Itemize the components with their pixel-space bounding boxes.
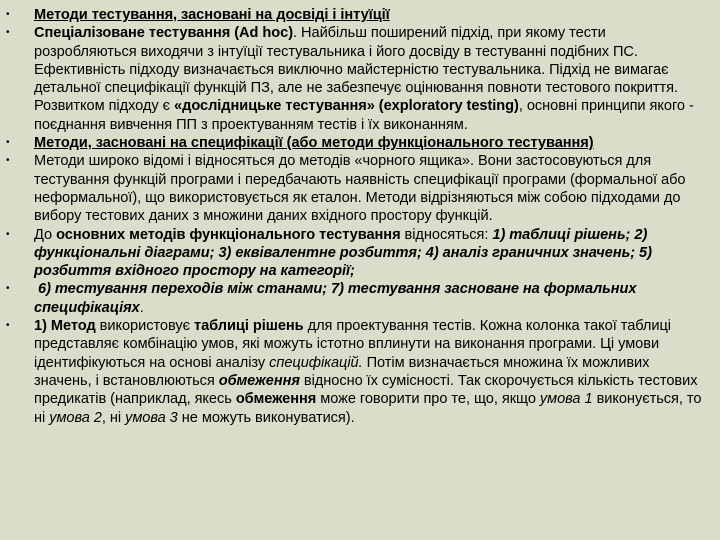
bullet-item-main-methods: [6, 226, 708, 281]
main-methods-term: основних методів функціонального тестування: [56, 226, 401, 243]
bullet-dot: •: [6, 27, 10, 39]
decision-tables-term: таблиці рішень: [194, 318, 304, 335]
black-box-text: Методи широко відомі і відносяться до методів «чорного ящика». Вони застосовуються для тестування функцій програми і передбачають наявність специфікації програми (формальної або неформальної), що використовується як еталон. Методи відрізняються між собою підходами до вибору тестових даних з множини даних вхідного простору функцій.: [34, 153, 686, 225]
main-methods-prefix: До: [34, 226, 57, 243]
decision-text-4: відносно їх сумісності. Так скорочується кількість тестових предикатів (наприклад, якесь: [34, 372, 698, 408]
decision-text-2: для проектування тестів. Кожна колонка такої таблиці представляє комбінацію умов, які можуть істотно вплинути на виконання програми. Ці умови ідентифікуються на основі аналізу: [34, 318, 671, 371]
specifications-term: специфікацій.: [269, 354, 363, 371]
bullet-item-ad-hoc: [6, 24, 708, 134]
bullet-item-experience-methods: [6, 6, 708, 24]
bullet-item-decision-tables: [6, 317, 708, 427]
decision-text-6: виконується, то ні: [34, 391, 702, 426]
heading-experience-methods: Методи тестування, засновані на досвіді і інтуїції: [34, 7, 390, 23]
methods-list-1-5: 1) таблиці рішень; 2) функціональні діаграми; 3) еквівалентне розбиття; 4) аналіз граничних значень; 5) розбиття вхідного простору на категорії;: [34, 226, 652, 280]
methods-list-6-7: 6) тестування переходів між станами; 7) тестування засноване на формальних специфікаціях: [34, 281, 637, 316]
bullet-dot: •: [6, 155, 10, 167]
ad-hoc-text: . Найбільш поширений підхід, при якому тести розробляються виходячи з інтуїції тестувальника і його досвіду в тестуванні подібних ПС. Ефективність підходу визначається виключно майстерністю тестувальника. Підхід не вимагає детальної специфікації функцій ПЗ, але не забезпечує оцінювання повноти тестового покриття. Розвитком підходу є: [34, 25, 678, 115]
bullet-dot: •: [6, 283, 10, 295]
bullet-dot: •: [6, 9, 10, 20]
bullet-dot: •: [6, 228, 10, 240]
exploratory-term: «дослідницьке тестування»: [174, 98, 375, 115]
bullet-list: [6, 6, 708, 427]
decision-text-7: , ні: [101, 409, 126, 426]
heading-spec-methods: Методи, засновані на специфікації (або методи функціонального тестування): [34, 135, 594, 152]
constraint-term: обмеження: [235, 391, 317, 408]
condition-2: умова 2: [49, 409, 102, 426]
methods-list-period: .: [139, 299, 144, 316]
condition-3: умова 3: [125, 409, 178, 426]
exploratory-text: , основні принципи якого - поєднання вивчення ПП з проектуванням тестів і їх виконанням.: [34, 98, 694, 133]
method-1-label: 1) Метод: [34, 318, 96, 335]
decision-text-3: Потім визначається множина їх можливих значень, і встановлюються: [34, 354, 650, 389]
decision-text-8: не можуть виконуватися).: [177, 409, 355, 426]
ad-hoc-term: Спеціалізоване тестування (Ad hoc): [34, 25, 294, 42]
bullet-item-black-box: [6, 152, 708, 225]
main-methods-connector: відносяться:: [400, 226, 493, 243]
exploratory-english: (exploratory testing): [374, 98, 519, 115]
bullet-item-methods-6-7: [6, 280, 708, 317]
decision-text-1: використовує: [95, 318, 195, 335]
condition-1: умова 1: [539, 391, 593, 408]
decision-text-5: може говорити про те, що, якщо: [316, 391, 540, 408]
bullet-dot: •: [6, 137, 10, 149]
constraints-term: обмеження: [218, 372, 300, 389]
bullet-item-spec-methods: [6, 134, 708, 152]
bullet-dot: •: [6, 320, 10, 332]
